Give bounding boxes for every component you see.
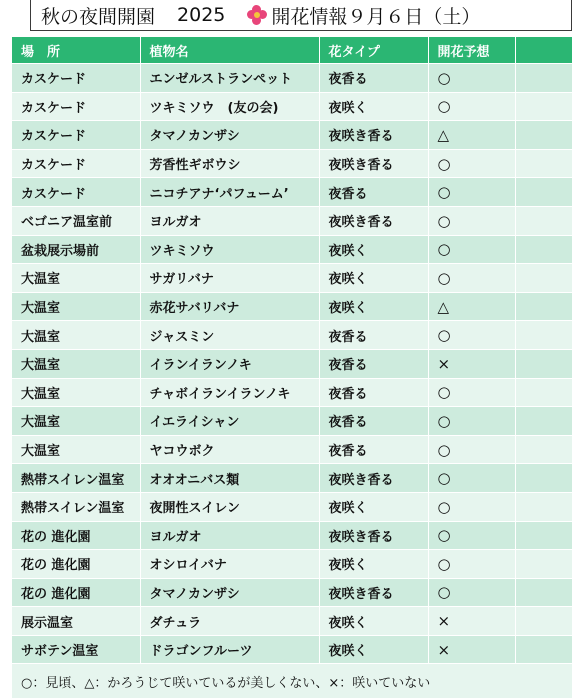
forecast-mark-cell: ○ xyxy=(428,92,515,121)
place-cell: サボテン温室 xyxy=(12,635,140,664)
forecast-mark-cell: × xyxy=(428,349,515,378)
table-row xyxy=(12,435,572,464)
place-cell: 盆栽展示場前 xyxy=(12,235,140,264)
empty-cell xyxy=(515,607,572,636)
empty-cell xyxy=(515,464,572,493)
flower-type-cell: 夜咲き香る xyxy=(319,206,428,235)
hibiscus-flower-icon xyxy=(247,5,267,25)
place-cell: 熱帯スイレン温室 xyxy=(12,492,140,521)
plant-name-cell: ヨルガオ xyxy=(140,521,319,550)
forecast-mark-cell: ○ xyxy=(428,435,515,464)
column-header-forecast: 開花予想 xyxy=(428,37,515,64)
plant-name-cell: ニコチアナ‘パフューム’ xyxy=(140,178,319,207)
forecast-mark-cell: × xyxy=(428,635,515,664)
forecast-mark-cell: △ xyxy=(428,121,515,150)
forecast-mark-cell: ○ xyxy=(428,235,515,264)
empty-cell xyxy=(515,292,572,321)
forecast-mark-cell: ○ xyxy=(428,521,515,550)
flower-type-cell: 夜咲き香る xyxy=(319,578,428,607)
place-cell: 大温室 xyxy=(12,407,140,436)
forecast-mark-cell: ○ xyxy=(428,378,515,407)
plant-name-cell: オオオニバス類 xyxy=(140,464,319,493)
forecast-mark-cell: ○ xyxy=(428,550,515,579)
place-cell: カスケード xyxy=(12,149,140,178)
place-cell: 花の 進化園 xyxy=(12,521,140,550)
forecast-legend: ○：見頃、△：かろうじて咲いているが美しくない、×：咲いていない xyxy=(12,664,572,698)
table-row xyxy=(12,464,572,493)
table-row xyxy=(12,178,572,207)
empty-cell xyxy=(515,235,572,264)
table-row xyxy=(12,264,572,293)
place-cell: ベゴニア温室前 xyxy=(12,206,140,235)
empty-cell xyxy=(515,349,572,378)
flower-type-cell: 夜咲く xyxy=(319,635,428,664)
forecast-mark-cell: ○ xyxy=(428,464,515,493)
place-cell: 花の 進化園 xyxy=(12,578,140,607)
flower-type-cell: 夜香る xyxy=(319,378,428,407)
plant-name-cell: タマノカンザシ xyxy=(140,121,319,150)
flower-type-cell: 夜香る xyxy=(319,435,428,464)
empty-cell xyxy=(515,92,572,121)
place-cell: カスケード xyxy=(12,92,140,121)
bloom-forecast-table xyxy=(12,37,572,698)
place-cell: カスケード xyxy=(12,64,140,93)
plant-name-cell: タマノカンザシ xyxy=(140,578,319,607)
plant-name-cell: イランイランノキ xyxy=(140,349,319,378)
empty-cell xyxy=(515,550,572,579)
flower-type-cell: 夜咲く xyxy=(319,235,428,264)
forecast-mark-cell: ○ xyxy=(428,206,515,235)
flower-type-cell: 夜咲く xyxy=(319,264,428,293)
empty-cell xyxy=(515,435,572,464)
place-cell: 大温室 xyxy=(12,378,140,407)
place-cell: 熱帯スイレン温室 xyxy=(12,464,140,493)
table-row xyxy=(12,292,572,321)
forecast-mark-cell: ○ xyxy=(428,578,515,607)
place-cell: カスケード xyxy=(12,178,140,207)
flower-type-cell: 夜咲く xyxy=(319,92,428,121)
event-year: 2025 xyxy=(177,4,226,26)
place-cell: 大温室 xyxy=(12,292,140,321)
place-cell: 大温室 xyxy=(12,349,140,378)
table-row xyxy=(12,349,572,378)
empty-cell xyxy=(515,178,572,207)
table-row xyxy=(12,407,572,436)
empty-cell xyxy=(515,64,572,93)
forecast-mark-cell: ○ xyxy=(428,407,515,436)
empty-cell xyxy=(515,635,572,664)
flower-type-cell: 夜咲く xyxy=(319,550,428,579)
table-row xyxy=(12,235,572,264)
empty-cell xyxy=(515,264,572,293)
forecast-mark-cell: ○ xyxy=(428,264,515,293)
table-row xyxy=(12,121,572,150)
empty-cell xyxy=(515,149,572,178)
plant-name-cell: 夜開性スイレン xyxy=(140,492,319,521)
page-title xyxy=(30,0,572,31)
place-cell: 展示温室 xyxy=(12,607,140,636)
table-row xyxy=(12,492,572,521)
place-cell: 花の 進化園 xyxy=(12,550,140,579)
flower-type-cell: 夜咲き香る xyxy=(319,464,428,493)
forecast-mark-cell: ○ xyxy=(428,64,515,93)
flower-type-cell: 夜香る xyxy=(319,349,428,378)
flower-type-cell: 夜咲き香る xyxy=(319,121,428,150)
plant-name-cell: ダチュラ xyxy=(140,607,319,636)
column-header-blank xyxy=(515,37,572,64)
table-row xyxy=(12,64,572,93)
forecast-mark-cell: × xyxy=(428,607,515,636)
flower-type-cell: 夜咲く xyxy=(319,292,428,321)
empty-cell xyxy=(515,378,572,407)
plant-name-cell: ヨルガオ xyxy=(140,206,319,235)
plant-name-cell: イエライシャン xyxy=(140,407,319,436)
column-header-place: 場 所 xyxy=(12,37,140,64)
flower-type-cell: 夜咲き香る xyxy=(319,149,428,178)
place-cell: 大温室 xyxy=(12,321,140,350)
bloom-info-date: 開花情報９月６日（土） xyxy=(271,5,481,28)
table-row xyxy=(12,378,572,407)
table-header-row xyxy=(12,37,572,64)
flower-type-cell: 夜咲く xyxy=(319,607,428,636)
forecast-mark-cell: ○ xyxy=(428,178,515,207)
plant-name-cell: サガリバナ xyxy=(140,264,319,293)
flower-type-cell: 夜香る xyxy=(319,407,428,436)
empty-cell xyxy=(515,121,572,150)
flower-type-cell: 夜香る xyxy=(319,178,428,207)
table-row xyxy=(12,550,572,579)
table-row xyxy=(12,321,572,350)
place-cell: カスケード xyxy=(12,121,140,150)
plant-name-cell: チャボイランイランノキ xyxy=(140,378,319,407)
empty-cell xyxy=(515,321,572,350)
column-header-plant: 植物名 xyxy=(140,37,319,64)
empty-cell xyxy=(515,578,572,607)
table-row xyxy=(12,149,572,178)
column-header-type: 花タイプ xyxy=(319,37,428,64)
table-row xyxy=(12,607,572,636)
empty-cell xyxy=(515,492,572,521)
flower-type-cell: 夜咲き香る xyxy=(319,521,428,550)
table-row xyxy=(12,521,572,550)
flower-type-cell: 夜咲く xyxy=(319,492,428,521)
forecast-mark-cell: ○ xyxy=(428,492,515,521)
forecast-mark-cell: ○ xyxy=(428,321,515,350)
flower-type-cell: 夜香る xyxy=(319,64,428,93)
plant-name-cell: ドラゴンフルーツ xyxy=(140,635,319,664)
table-row xyxy=(12,578,572,607)
empty-cell xyxy=(515,407,572,436)
plant-name-cell: オシロイバナ xyxy=(140,550,319,579)
table-row xyxy=(12,92,572,121)
place-cell: 大温室 xyxy=(12,264,140,293)
table-row xyxy=(12,206,572,235)
place-cell: 大温室 xyxy=(12,435,140,464)
event-title: 秋の夜間開園 xyxy=(41,5,156,28)
plant-name-cell: 赤花サバリバナ xyxy=(140,292,319,321)
plant-name-cell: ツキミソウ xyxy=(140,235,319,264)
forecast-mark-cell: ○ xyxy=(428,149,515,178)
table-row xyxy=(12,635,572,664)
flower-type-cell: 夜香る xyxy=(319,321,428,350)
plant-name-cell: 芳香性ギボウシ xyxy=(140,149,319,178)
plant-name-cell: ヤコウボク xyxy=(140,435,319,464)
plant-name-cell: ツキミソウ (友の会) xyxy=(140,92,319,121)
forecast-mark-cell: △ xyxy=(428,292,515,321)
plant-name-cell: ジャスミン xyxy=(140,321,319,350)
empty-cell xyxy=(515,521,572,550)
plant-name-cell: エンゼルストランペット xyxy=(140,64,319,93)
empty-cell xyxy=(515,206,572,235)
